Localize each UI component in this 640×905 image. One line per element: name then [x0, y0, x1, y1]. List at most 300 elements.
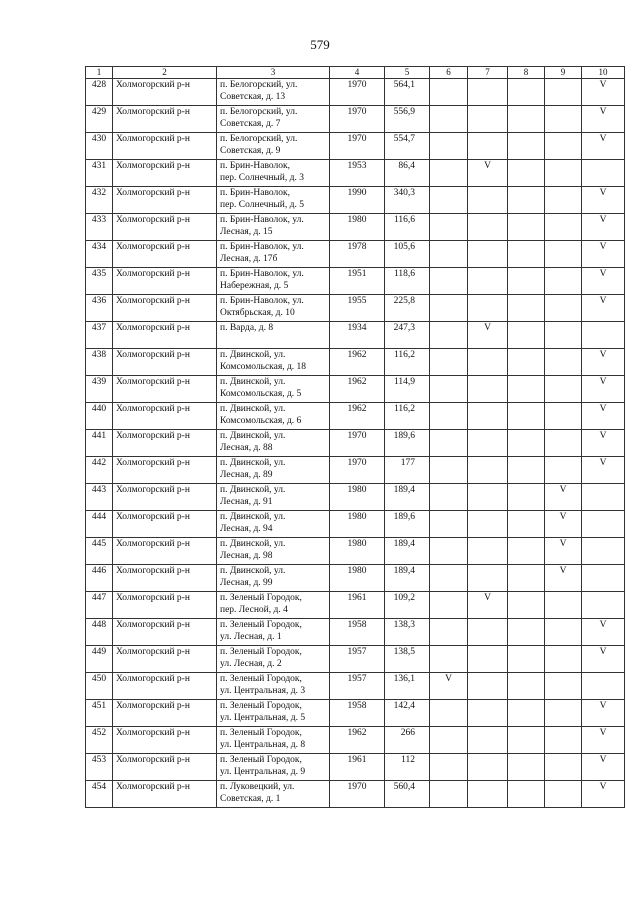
area-cell: 114,9 [385, 376, 430, 403]
year-cell: 1980 [330, 565, 385, 592]
address-cell [217, 619, 330, 646]
mark-cell-col-10: V [582, 457, 625, 484]
mark-cell-col-7 [468, 376, 508, 403]
mark-cell-col-8 [508, 754, 545, 781]
mark-cell-col-6 [430, 457, 468, 484]
area-cell: 116,2 [385, 403, 430, 430]
mark-cell-col-10: V [582, 214, 625, 241]
address-line: п. Луковецкий, ул. [220, 782, 295, 792]
column-header-1: 1 [86, 67, 113, 79]
address-line: п. Белогорский, ул. [220, 80, 298, 90]
district-cell: Холмогорский р-н [113, 538, 217, 565]
table-row [86, 376, 625, 403]
mark-cell-col-7 [468, 700, 508, 727]
mark-cell-col-10: V [582, 295, 625, 322]
mark-cell-col-7 [468, 214, 508, 241]
mark-cell-col-8 [508, 430, 545, 457]
table-row [86, 106, 625, 133]
mark-cell-col-10: V [582, 106, 625, 133]
address-cell [217, 322, 330, 349]
address-line: Лесная, д. 98 [220, 551, 273, 561]
year-cell: 1990 [330, 187, 385, 214]
district-cell: Холмогорский р-н [113, 268, 217, 295]
mark-cell-col-10: V [582, 754, 625, 781]
address-line: ул. Лесная, д. 2 [220, 659, 282, 669]
address-line: пер. Лесной, д. 4 [220, 605, 288, 615]
address-cell [217, 646, 330, 673]
area-cell: 138,5 [385, 646, 430, 673]
mark-cell-col-7 [468, 457, 508, 484]
address-line: п. Варда, д. 8 [220, 323, 274, 333]
mark-cell-col-9: V [545, 484, 582, 511]
column-header-5: 5 [385, 67, 430, 79]
area-cell: 109,2 [385, 592, 430, 619]
address-cell [217, 781, 330, 808]
district-cell: Холмогорский р-н [113, 133, 217, 160]
mark-cell-col-9 [545, 430, 582, 457]
address-line: Набережная, д. 5 [220, 281, 289, 291]
mark-cell-col-10: V [582, 727, 625, 754]
mark-cell-col-8 [508, 268, 545, 295]
table-row [86, 511, 625, 538]
district-cell: Холмогорский р-н [113, 565, 217, 592]
mark-cell-col-8 [508, 619, 545, 646]
address-line: п. Двинской, ул. [220, 566, 286, 576]
table-row [86, 349, 625, 376]
row-number: 428 [86, 79, 113, 106]
row-number: 433 [86, 214, 113, 241]
area-cell: 118,6 [385, 268, 430, 295]
mark-cell-col-6 [430, 781, 468, 808]
table-row [86, 673, 625, 700]
address-cell [217, 214, 330, 241]
year-cell: 1951 [330, 268, 385, 295]
row-number: 431 [86, 160, 113, 187]
table-body [86, 79, 625, 808]
mark-cell-col-6 [430, 133, 468, 160]
mark-cell-col-9 [545, 457, 582, 484]
mark-cell-col-9 [545, 727, 582, 754]
mark-cell-col-7: V [468, 160, 508, 187]
mark-cell-col-6 [430, 484, 468, 511]
area-cell: 560,4 [385, 781, 430, 808]
district-cell: Холмогорский р-н [113, 160, 217, 187]
address-line: п. Белогорский, ул. [220, 107, 298, 117]
year-cell: 1962 [330, 403, 385, 430]
mark-cell-col-7 [468, 673, 508, 700]
district-cell: Холмогорский р-н [113, 187, 217, 214]
row-number: 434 [86, 241, 113, 268]
table-row [86, 646, 625, 673]
mark-cell-col-7 [468, 295, 508, 322]
mark-cell-col-6 [430, 79, 468, 106]
year-cell: 1958 [330, 700, 385, 727]
address-line: п. Двинской, ул. [220, 512, 286, 522]
address-line: п. Двинской, ул. [220, 431, 286, 441]
address-cell [217, 457, 330, 484]
address-cell [217, 403, 330, 430]
mark-cell-col-6 [430, 646, 468, 673]
mark-cell-col-10: V [582, 241, 625, 268]
year-cell: 1962 [330, 349, 385, 376]
area-cell: 136,1 [385, 673, 430, 700]
address-line: пер. Солнечный, д. 5 [220, 200, 304, 210]
mark-cell-col-10: V [582, 79, 625, 106]
table-row [86, 322, 625, 349]
address-line: Советская, д. 7 [220, 119, 281, 129]
address-line: ул. Лесная, д. 1 [220, 632, 282, 642]
address-line: Лесная, д. 15 [220, 227, 273, 237]
mark-cell-col-9 [545, 376, 582, 403]
row-number: 442 [86, 457, 113, 484]
mark-cell-col-7 [468, 268, 508, 295]
mark-cell-col-6 [430, 511, 468, 538]
mark-cell-col-9 [545, 106, 582, 133]
mark-cell-col-10 [582, 322, 625, 349]
address-line: Октябрьская, д. 10 [220, 308, 295, 318]
district-cell: Холмогорский р-н [113, 484, 217, 511]
mark-cell-col-10 [582, 484, 625, 511]
column-header-10: 10 [582, 67, 625, 79]
mark-cell-col-6: V [430, 673, 468, 700]
address-line: п. Зеленый Городок, [220, 674, 302, 684]
table-row [86, 484, 625, 511]
column-header-8: 8 [508, 67, 545, 79]
area-cell: 189,6 [385, 511, 430, 538]
row-number: 435 [86, 268, 113, 295]
mark-cell-col-6 [430, 295, 468, 322]
row-number: 444 [86, 511, 113, 538]
address-cell [217, 79, 330, 106]
mark-cell-col-6 [430, 565, 468, 592]
mark-cell-col-7 [468, 646, 508, 673]
mark-cell-col-8 [508, 133, 545, 160]
row-number: 451 [86, 700, 113, 727]
table-row [86, 160, 625, 187]
mark-cell-col-8 [508, 538, 545, 565]
table-row [86, 133, 625, 160]
mark-cell-col-6 [430, 187, 468, 214]
address-cell [217, 268, 330, 295]
mark-cell-col-8 [508, 241, 545, 268]
district-cell: Холмогорский р-н [113, 754, 217, 781]
address-cell [217, 673, 330, 700]
mark-cell-col-8 [508, 295, 545, 322]
district-cell: Холмогорский р-н [113, 673, 217, 700]
address-line: п. Зеленый Городок, [220, 701, 302, 711]
row-number: 454 [86, 781, 113, 808]
address-cell [217, 376, 330, 403]
mark-cell-col-8 [508, 322, 545, 349]
mark-cell-col-9 [545, 403, 582, 430]
district-cell: Холмогорский р-н [113, 295, 217, 322]
area-cell: 247,3 [385, 322, 430, 349]
district-cell: Холмогорский р-н [113, 646, 217, 673]
table-row [86, 79, 625, 106]
address-line: Лесная, д. 89 [220, 470, 273, 480]
address-line: п. Двинской, ул. [220, 458, 286, 468]
table-row [86, 754, 625, 781]
mark-cell-col-7: V [468, 322, 508, 349]
mark-cell-col-6 [430, 160, 468, 187]
mark-cell-col-8 [508, 727, 545, 754]
address-line: п. Белогорский, ул. [220, 134, 298, 144]
mark-cell-col-8 [508, 457, 545, 484]
year-cell: 1958 [330, 619, 385, 646]
year-cell: 1934 [330, 322, 385, 349]
address-cell [217, 430, 330, 457]
mark-cell-col-7 [468, 565, 508, 592]
mark-cell-col-10 [582, 538, 625, 565]
address-line: Советская, д. 9 [220, 146, 281, 156]
district-cell: Холмогорский р-н [113, 349, 217, 376]
address-line: п. Брин-Наволок, ул. [220, 215, 304, 225]
mark-cell-col-7 [468, 538, 508, 565]
mark-cell-col-6 [430, 106, 468, 133]
mark-cell-col-9 [545, 673, 582, 700]
table-row [86, 700, 625, 727]
mark-cell-col-9: V [545, 565, 582, 592]
address-line: п. Двинской, ул. [220, 404, 286, 414]
page-number: 579 [310, 37, 330, 52]
row-number: 453 [86, 754, 113, 781]
mark-cell-col-7 [468, 484, 508, 511]
district-cell: Холмогорский р-н [113, 403, 217, 430]
mark-cell-col-10: V [582, 781, 625, 808]
address-line: ул. Центральная, д. 9 [220, 767, 306, 777]
address-line: Лесная, д. 17б [220, 254, 278, 264]
mark-cell-col-6 [430, 619, 468, 646]
mark-cell-col-8 [508, 781, 545, 808]
address-line: п. Брин-Наволок, ул. [220, 296, 304, 306]
row-number: 446 [86, 565, 113, 592]
table-row [86, 538, 625, 565]
column-header-6: 6 [430, 67, 468, 79]
mark-cell-col-9 [545, 295, 582, 322]
address-line: ул. Центральная, д. 8 [220, 740, 306, 750]
mark-cell-col-10: V [582, 268, 625, 295]
area-cell: 225,8 [385, 295, 430, 322]
address-cell [217, 484, 330, 511]
row-number: 443 [86, 484, 113, 511]
year-cell: 1980 [330, 214, 385, 241]
mark-cell-col-7: V [468, 592, 508, 619]
year-cell: 1962 [330, 376, 385, 403]
address-line: п. Зеленый Городок, [220, 647, 302, 657]
mark-cell-col-8 [508, 673, 545, 700]
address-line: п. Зеленый Городок, [220, 728, 302, 738]
area-cell: 189,4 [385, 484, 430, 511]
address-line: Комсомольская, д. 18 [220, 362, 307, 372]
row-number: 430 [86, 133, 113, 160]
mark-cell-col-9 [545, 133, 582, 160]
table-row [86, 187, 625, 214]
district-cell: Холмогорский р-н [113, 592, 217, 619]
mark-cell-col-8 [508, 484, 545, 511]
row-number: 452 [86, 727, 113, 754]
mark-cell-col-8 [508, 646, 545, 673]
header-row [86, 67, 625, 79]
column-header-4: 4 [330, 67, 385, 79]
mark-cell-col-9 [545, 700, 582, 727]
mark-cell-col-8 [508, 160, 545, 187]
row-number: 439 [86, 376, 113, 403]
area-cell: 105,6 [385, 241, 430, 268]
year-cell: 1970 [330, 430, 385, 457]
address-line: Лесная, д. 99 [220, 578, 273, 588]
address-cell [217, 727, 330, 754]
mark-cell-col-9 [545, 781, 582, 808]
mark-cell-col-7 [468, 430, 508, 457]
mark-cell-col-8 [508, 376, 545, 403]
mark-cell-col-10: V [582, 430, 625, 457]
mark-cell-col-6 [430, 700, 468, 727]
mark-cell-col-6 [430, 241, 468, 268]
address-cell [217, 349, 330, 376]
table-row [86, 565, 625, 592]
year-cell: 1980 [330, 484, 385, 511]
mark-cell-col-7 [468, 187, 508, 214]
column-header-3: 3 [217, 67, 330, 79]
mark-cell-col-6 [430, 349, 468, 376]
address-cell [217, 754, 330, 781]
address-line: Комсомольская, д. 6 [220, 416, 302, 426]
area-cell: 116,2 [385, 349, 430, 376]
area-cell: 556,9 [385, 106, 430, 133]
mark-cell-col-10: V [582, 187, 625, 214]
area-cell: 142,4 [385, 700, 430, 727]
mark-cell-col-8 [508, 79, 545, 106]
mark-cell-col-9 [545, 754, 582, 781]
address-cell [217, 592, 330, 619]
address-cell [217, 295, 330, 322]
year-cell: 1970 [330, 457, 385, 484]
mark-cell-col-9: V [545, 511, 582, 538]
address-line: п. Зеленый Городок, [220, 755, 302, 765]
area-cell: 138,3 [385, 619, 430, 646]
mark-cell-col-9 [545, 592, 582, 619]
year-cell: 1970 [330, 79, 385, 106]
mark-cell-col-6 [430, 214, 468, 241]
address-line: Лесная, д. 91 [220, 497, 273, 507]
row-number: 432 [86, 187, 113, 214]
address-line: п. Двинской, ул. [220, 350, 286, 360]
mark-cell-col-10: V [582, 619, 625, 646]
address-line: Лесная, д. 94 [220, 524, 273, 534]
year-cell: 1980 [330, 538, 385, 565]
address-cell [217, 700, 330, 727]
mark-cell-col-10: V [582, 376, 625, 403]
address-line: ул. Центральная, д. 5 [220, 713, 306, 723]
address-cell [217, 187, 330, 214]
mark-cell-col-9 [545, 322, 582, 349]
area-cell: 189,4 [385, 565, 430, 592]
mark-cell-col-7 [468, 79, 508, 106]
mark-cell-col-8 [508, 565, 545, 592]
table-row [86, 241, 625, 268]
year-cell: 1978 [330, 241, 385, 268]
mark-cell-col-10: V [582, 700, 625, 727]
mark-cell-col-7 [468, 106, 508, 133]
year-cell: 1961 [330, 592, 385, 619]
mark-cell-col-10 [582, 592, 625, 619]
column-header-9: 9 [545, 67, 582, 79]
column-header-2: 2 [113, 67, 217, 79]
mark-cell-col-10: V [582, 349, 625, 376]
address-line: п. Брин-Наволок, ул. [220, 269, 304, 279]
row-number: 449 [86, 646, 113, 673]
table-row [86, 619, 625, 646]
mark-cell-col-7 [468, 781, 508, 808]
district-cell: Холмогорский р-н [113, 727, 217, 754]
district-cell: Холмогорский р-н [113, 376, 217, 403]
mark-cell-col-6 [430, 268, 468, 295]
address-cell [217, 133, 330, 160]
area-cell: 189,6 [385, 430, 430, 457]
address-line: Советская, д. 13 [220, 92, 286, 102]
address-cell [217, 538, 330, 565]
mark-cell-col-10: V [582, 403, 625, 430]
row-number: 441 [86, 430, 113, 457]
district-cell: Холмогорский р-н [113, 430, 217, 457]
mark-cell-col-8 [508, 187, 545, 214]
address-cell [217, 241, 330, 268]
mark-cell-col-7 [468, 133, 508, 160]
area-cell: 564,1 [385, 79, 430, 106]
mark-cell-col-6 [430, 727, 468, 754]
address-line: Лесная, д. 88 [220, 443, 273, 453]
mark-cell-col-8 [508, 106, 545, 133]
address-line: п. Двинской, ул. [220, 539, 286, 549]
mark-cell-col-9: V [545, 538, 582, 565]
mark-cell-col-7 [468, 403, 508, 430]
district-cell: Холмогорский р-н [113, 511, 217, 538]
column-header-7: 7 [468, 67, 508, 79]
table-row [86, 781, 625, 808]
mark-cell-col-7 [468, 754, 508, 781]
row-number: 448 [86, 619, 113, 646]
row-number: 438 [86, 349, 113, 376]
address-line: п. Зеленый Городок, [220, 593, 302, 603]
mark-cell-col-10: V [582, 646, 625, 673]
district-cell: Холмогорский р-н [113, 241, 217, 268]
mark-cell-col-9 [545, 646, 582, 673]
address-line: пер. Солнечный, д. 3 [220, 173, 304, 183]
row-number: 450 [86, 673, 113, 700]
area-cell: 86,4 [385, 160, 430, 187]
area-cell: 266 [385, 727, 430, 754]
mark-cell-col-8 [508, 592, 545, 619]
address-cell [217, 511, 330, 538]
year-cell: 1970 [330, 781, 385, 808]
year-cell: 1953 [330, 160, 385, 187]
address-line: п. Зеленый Городок, [220, 620, 302, 630]
mark-cell-col-10: V [582, 133, 625, 160]
mark-cell-col-6 [430, 754, 468, 781]
row-number: 437 [86, 322, 113, 349]
district-cell: Холмогорский р-н [113, 700, 217, 727]
mark-cell-col-6 [430, 403, 468, 430]
row-number: 436 [86, 295, 113, 322]
table-row [86, 268, 625, 295]
mark-cell-col-8 [508, 403, 545, 430]
mark-cell-col-6 [430, 322, 468, 349]
mark-cell-col-9 [545, 160, 582, 187]
area-cell: 112 [385, 754, 430, 781]
mark-cell-col-9 [545, 268, 582, 295]
table-row [86, 403, 625, 430]
address-line: п. Брин-Наволок, ул. [220, 242, 304, 252]
